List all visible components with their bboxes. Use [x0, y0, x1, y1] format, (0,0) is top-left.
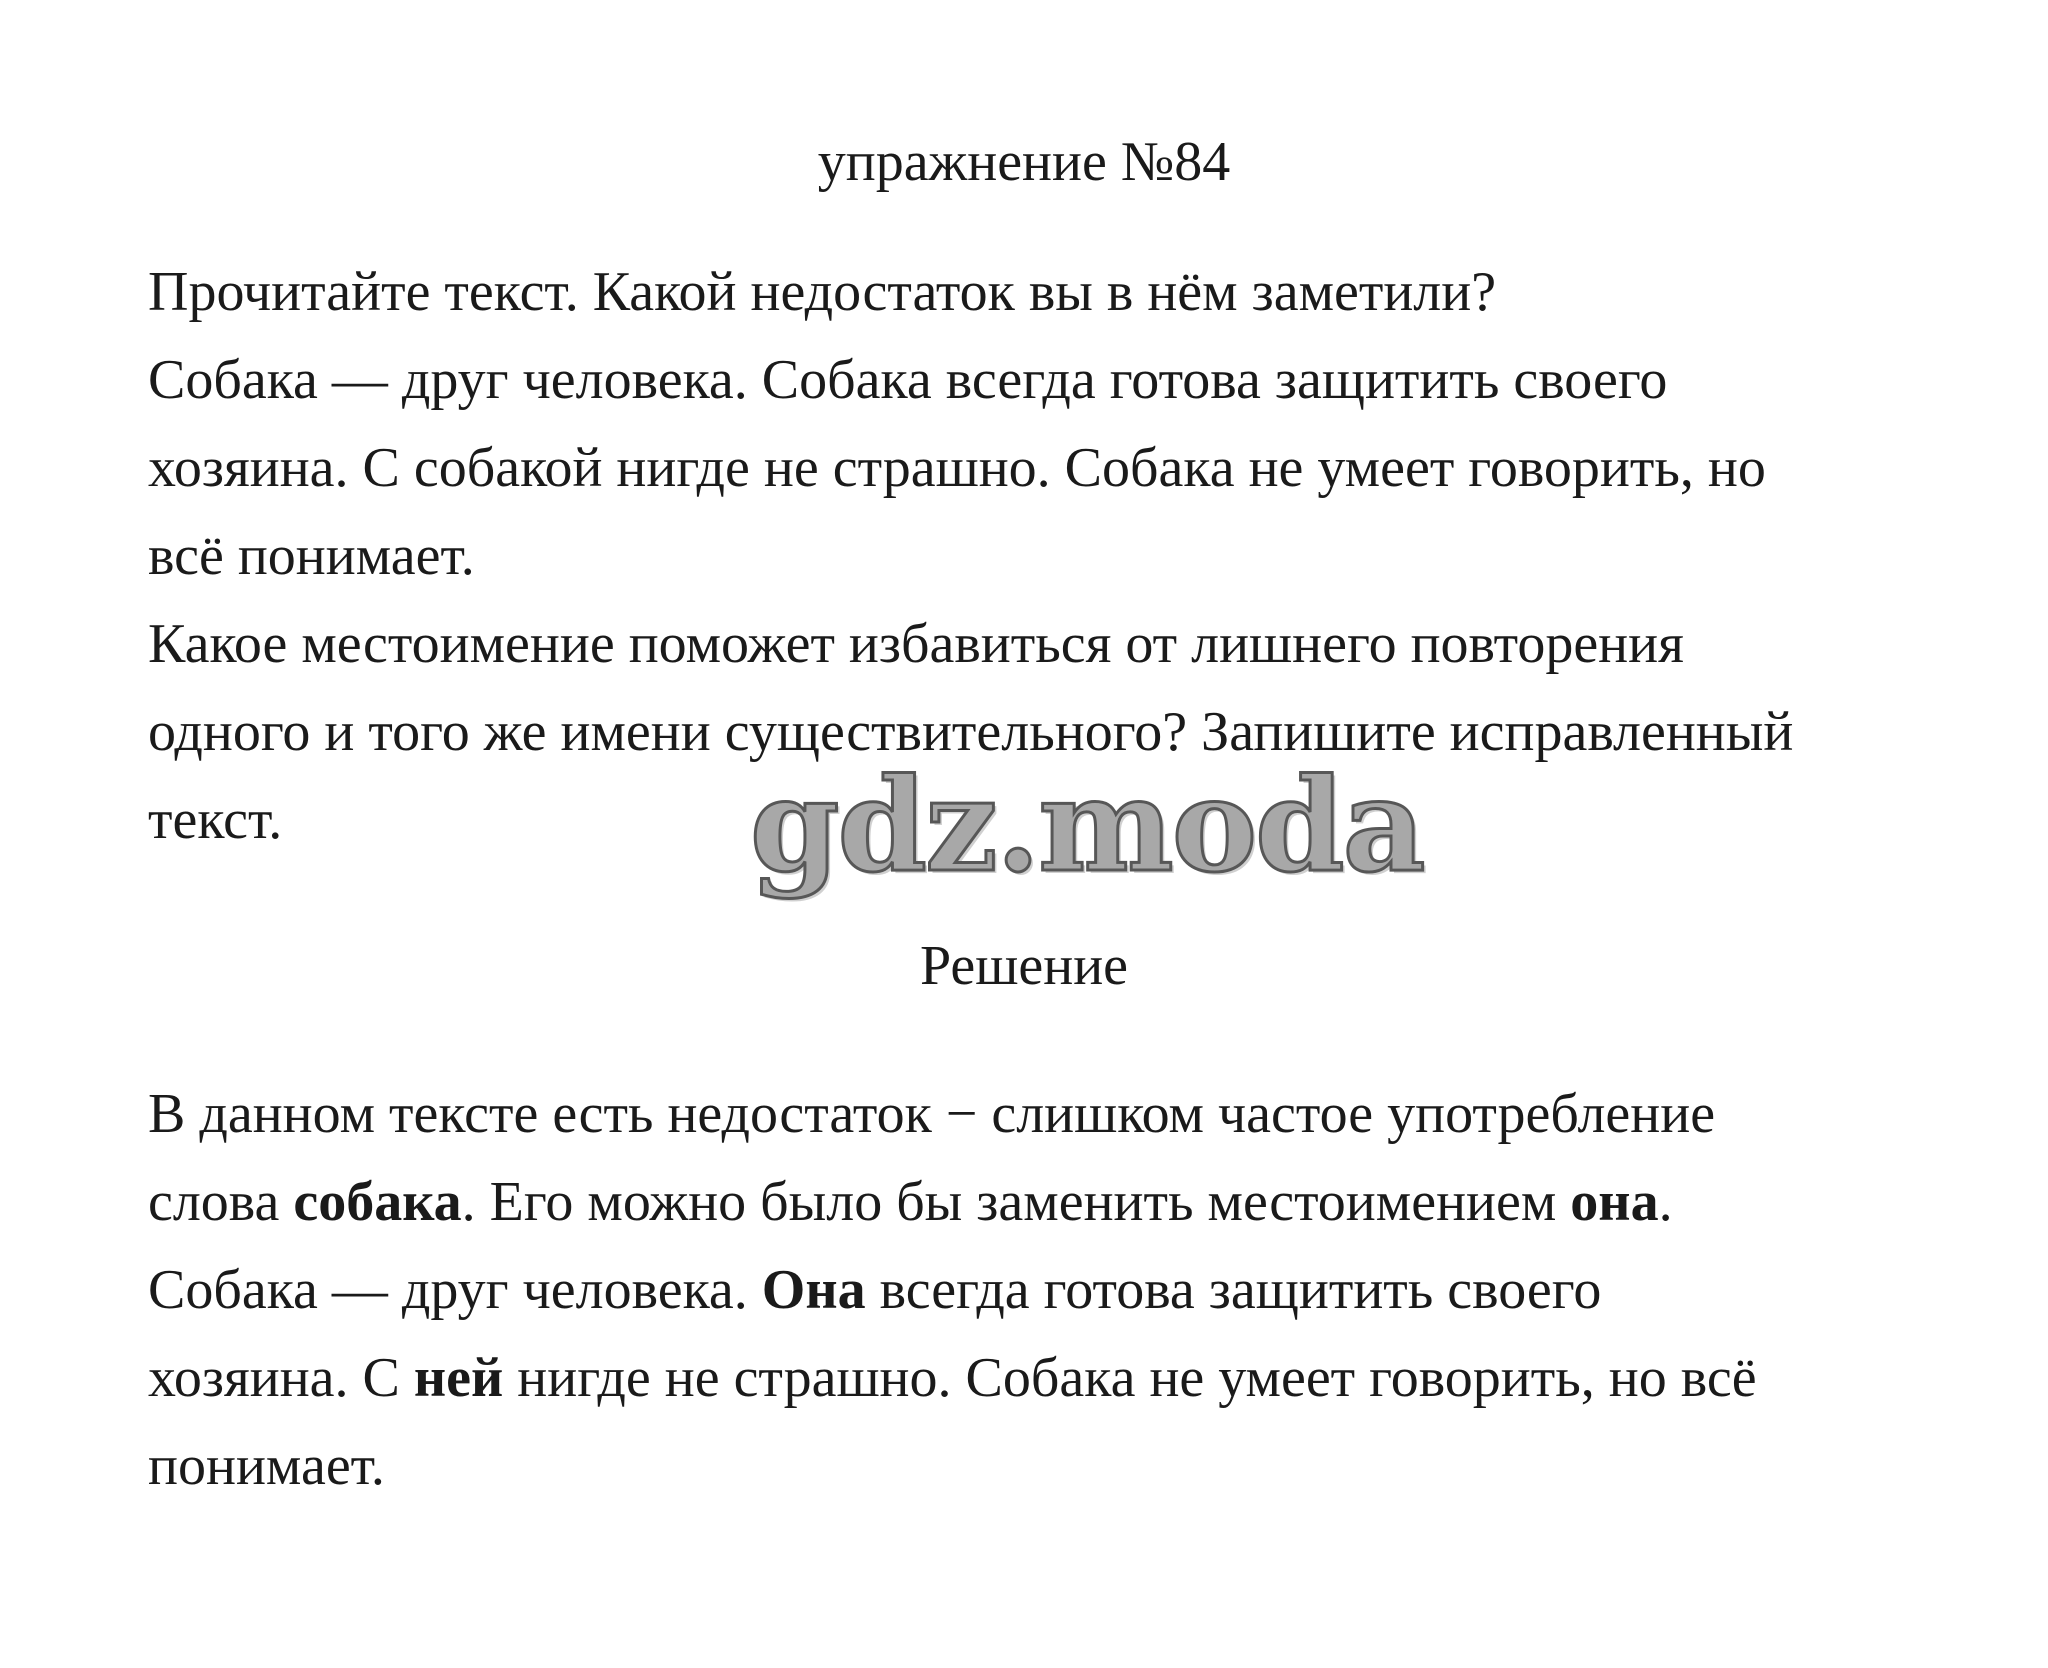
task-line: Какое местоимение поможет избавиться от лишнего повторения	[148, 613, 1684, 675]
solution-line	[148, 1246, 1948, 1334]
solution-line	[148, 1158, 1948, 1246]
solution-text	[148, 1070, 1948, 1510]
bold-word: собака	[293, 1171, 462, 1233]
watermark-logo: gdz.moda	[750, 751, 1424, 901]
solution-heading: Решение	[919, 935, 1129, 997]
solution-span: всегда готова защитить своего	[865, 1259, 1602, 1321]
bold-word: ней	[413, 1347, 504, 1409]
bold-word: Она	[761, 1259, 866, 1321]
solution-span: хозяина. С	[148, 1347, 414, 1409]
solution-span: Собака — друг человека.	[148, 1259, 762, 1321]
task-line: хозяина. С собакой нигде не страшно. Собака не умеет говорить, но	[148, 437, 1766, 499]
solution-line: понимает.	[148, 1435, 385, 1497]
solution-line: В данном тексте есть недостаток − слишком частое употребление	[148, 1083, 1716, 1145]
bold-word: она	[1570, 1171, 1659, 1233]
task-line: Прочитайте текст. Какой недостаток вы в нём заметили?	[148, 261, 1497, 323]
solution-span: слова	[148, 1171, 294, 1233]
solution-span: .	[1658, 1171, 1673, 1233]
solution-span: нигде не страшно. Собака не умеет говорить, но всё	[503, 1347, 1757, 1409]
task-line: Собака — друг человека. Собака всегда готова защитить своего	[148, 349, 1668, 411]
exercise-title: упражнение №84	[817, 131, 1231, 193]
solution-span: . Его можно было бы заменить местоимением	[461, 1171, 1571, 1233]
task-line: текст.	[148, 789, 283, 851]
task-line: всё понимает.	[148, 525, 475, 587]
solution-line	[148, 1334, 1948, 1422]
task-line: одного и того же имени существительного? Запишите исправленный	[148, 701, 1794, 763]
